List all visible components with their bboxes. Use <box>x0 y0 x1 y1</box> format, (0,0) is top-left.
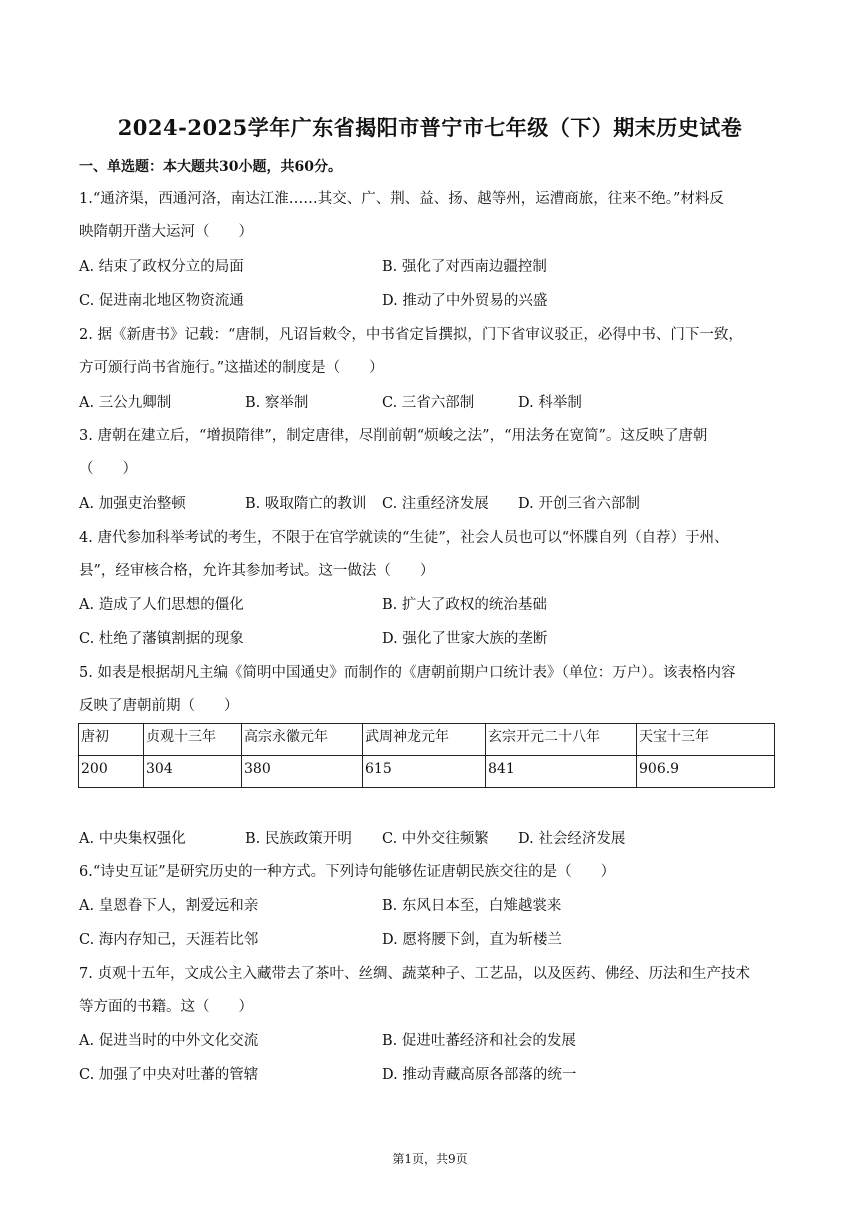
table-cell: 906.9 <box>637 756 775 788</box>
table-cell: 304 <box>144 756 242 788</box>
question-1-line-1: 1.“通济渠，西通河洛，南达江淮……其交、广、荆、益、扬、越等州，运漕商旅，往来不绝。”材料反 <box>79 191 724 207</box>
table-cell: 200 <box>79 756 144 788</box>
question-5-option-a: A. 中央集权强化 <box>79 831 186 847</box>
question-2-option-a: A. 三公九卿制 <box>79 395 172 411</box>
question-5-option-d: D. 社会经济发展 <box>518 831 626 847</box>
table-cell: 615 <box>363 756 486 788</box>
question-6-line-1: 6.“诗史互证”是研究历史的一种方式。下列诗句能够佐证唐朝民族交往的是（ ） <box>79 864 616 880</box>
question-2-line-2: 方可颁行尚书省施行。”这描述的制度是（ ） <box>79 360 384 376</box>
question-3-option-c: C. 注重经济发展 <box>382 496 489 512</box>
question-6-option-b: B. 东风日本至，白雉越裳来 <box>382 898 562 914</box>
question-6-option-d: D. 愿将腰下剑，直为斩楼兰 <box>382 932 562 948</box>
question-2-line-1: 2. 据《新唐书》记载：“唐制，凡诏旨敕令，中书省定旨撰拟，门下省审议驳正，必得中书、门下一致， <box>79 327 743 343</box>
table-row <box>79 756 775 788</box>
question-1-line-2: 映隋朝开凿大运河（ ） <box>79 224 253 240</box>
question-3-option-b: B. 吸取隋亡的教训 <box>245 496 367 512</box>
question-2-option-d: D. 科举制 <box>518 395 582 411</box>
table-cell: 380 <box>242 756 363 788</box>
question-6-option-c: C. 海内存知己，天涯若比邻 <box>79 932 259 948</box>
question-5-line-1: 5. 如表是根据胡凡主编《简明中国通史》而制作的《唐朝前期户口统计表》（单位：万户）。该表格内容 <box>79 665 736 681</box>
table-header-cell: 唐初 <box>79 724 144 756</box>
page-footer: 第1页，共9页 <box>392 1152 468 1166</box>
question-4-line-2: 县”，经审核合格，允许其参加考试。这一做法（ ） <box>79 563 435 579</box>
table-header-cell: 高宗永徽元年 <box>242 724 363 756</box>
question-6-option-a: A. 皇恩眷下人，割爱远和亲 <box>79 898 259 914</box>
table-header-cell: 玄宗开元二十八年 <box>486 724 637 756</box>
question-3-line-2: （ ） <box>79 461 137 477</box>
question-4-option-a: A. 造成了人们思想的僵化 <box>79 597 244 613</box>
question-5-line-2: 反映了唐朝前期（ ） <box>79 698 239 714</box>
question-7-line-2: 等方面的书籍。这（ ） <box>79 999 253 1015</box>
table-header-row <box>79 724 775 756</box>
question-1-option-d: D. 推动了中外贸易的兴盛 <box>382 293 548 309</box>
table-cell: 841 <box>486 756 637 788</box>
question-7-option-c: C. 加强了中央对吐蕃的管辖 <box>79 1067 259 1083</box>
section-heading: 一、单选题：本大题共30小题，共60分。 <box>79 159 342 175</box>
question-4-option-c: C. 杜绝了藩镇割据的现象 <box>79 631 244 647</box>
question-1-option-a: A. 结束了政权分立的局面 <box>79 259 244 275</box>
question-7-line-1: 7. 贞观十五年，文成公主入藏带去了茶叶、丝绸、蔬菜种子、工艺品，以及医药、佛经、历法和生产技术 <box>79 966 750 982</box>
question-7-option-a: A. 促进当时的中外文化交流 <box>79 1033 259 1049</box>
question-3-option-a: A. 加强吏治整顿 <box>79 496 186 512</box>
question-3-option-d: D. 开创三省六部制 <box>518 496 640 512</box>
table-header-cell: 武周神龙元年 <box>363 724 486 756</box>
question-3-line-1: 3. 唐朝在建立后，“增损隋律”，制定唐律，尽削前朝“烦峻之法”，“用法务在宽简”。这反映了唐朝 <box>79 428 708 444</box>
table-header-cell: 贞观十三年 <box>144 724 242 756</box>
question-2-option-c: C. 三省六部制 <box>382 395 475 411</box>
question-2-option-b: B. 察举制 <box>245 395 309 411</box>
question-4-option-d: D. 强化了世家大族的垄断 <box>382 631 548 647</box>
table-header-cell: 天宝十三年 <box>637 724 775 756</box>
exam-title: 2024-2025学年广东省揭阳市普宁市七年级（下）期末历史试卷 <box>117 115 743 140</box>
question-7-option-d: D. 推动青藏高原各部落的统一 <box>382 1067 577 1083</box>
question-5-option-b: B. 民族政策开明 <box>245 831 352 847</box>
population-table <box>78 723 775 788</box>
question-1-option-c: C. 促进南北地区物资流通 <box>79 293 244 309</box>
question-1-option-b: B. 强化了对西南边疆控制 <box>382 259 547 275</box>
question-5-option-c: C. 中外交往频繁 <box>382 831 489 847</box>
question-7-option-b: B. 促进吐蕃经济和社会的发展 <box>382 1033 576 1049</box>
question-4-option-b: B. 扩大了政权的统治基础 <box>382 597 547 613</box>
question-4-line-1: 4. 唐代参加科举考试的考生，不限于在官学就读的“生徒”，社会人员也可以“怀牒自列（自荐）于州、 <box>79 530 729 546</box>
